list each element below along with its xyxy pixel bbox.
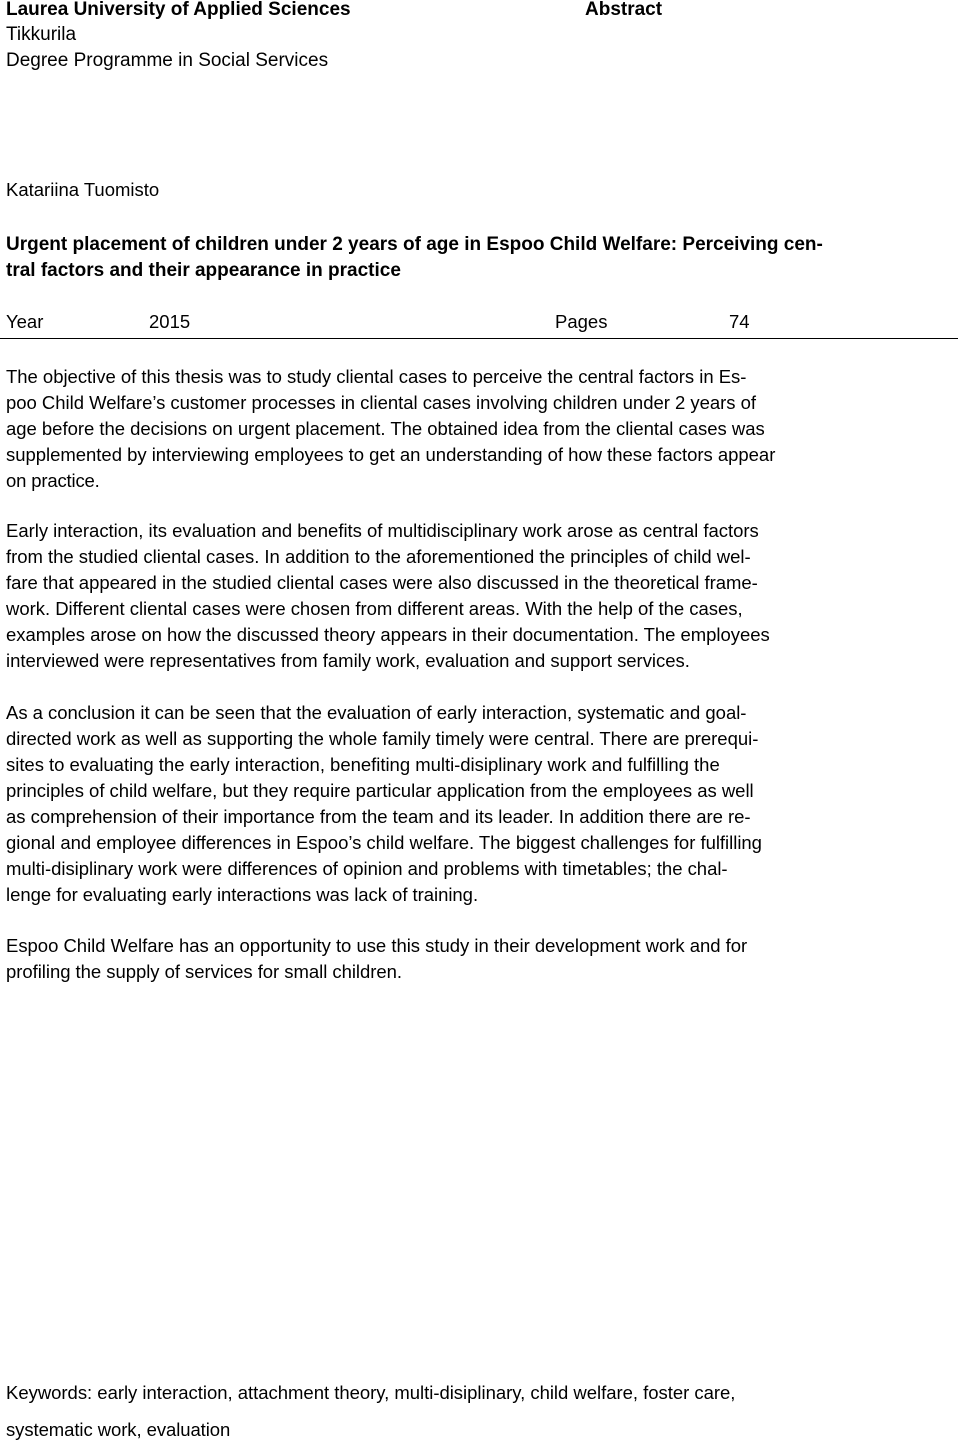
paragraph-line: As a conclusion it can be seen that the evaluation of early interaction, systematic and goal- [6, 702, 747, 723]
paragraph-line: multi-disiplinary work were differences of opinion and problems with timetables; the chal- [6, 858, 728, 879]
paragraph-line: fare that appeared in the studied cliental cases were also discussed in the theoretical frame- [6, 572, 758, 593]
paragraph-line: sites to evaluating the early interaction, benefiting multi-disiplinary work and fulfilling the [6, 754, 720, 775]
programme-name: Degree Programme in Social Services [6, 50, 329, 71]
paragraph-line: supplemented by interviewing employees to get an understanding of how these factors appear [6, 444, 776, 465]
thesis-title-line: tral factors and their appearance in practice [6, 260, 401, 281]
paragraph-line: gional and employee differences in Espoo’s child welfare. The biggest challenges for fulfilling [6, 832, 762, 853]
thesis-title-line: Urgent placement of children under 2 years of age in Espoo Child Welfare: Perceiving cen- [6, 234, 823, 255]
pages-value: 74 [729, 311, 750, 332]
paragraph-line: on practice. [6, 470, 100, 491]
paragraph-line: examples arose on how the discussed theory appears in their documentation. The employees [6, 624, 770, 645]
thesis-title [6, 231, 823, 283]
paragraph-line: work. Different cliental cases were chosen from different areas. With the help of the cases, [6, 598, 743, 619]
institution-name: Laurea University of Applied Sciences [6, 0, 351, 20]
paragraph-line: principles of child welfare, but they require particular application from the employees as well [6, 780, 754, 801]
paragraph-line: Espoo Child Welfare has an opportunity to use this study in their development work and for [6, 935, 748, 956]
paragraph-line: profiling the supply of services for small children. [6, 961, 402, 982]
paragraph-line: from the studied cliental cases. In addition to the aforementioned the principles of child wel- [6, 546, 751, 567]
paragraph-line: poo Child Welfare’s customer processes in cliental cases involving children under 2 years of [6, 392, 757, 413]
abstract-paragraph-4 [6, 933, 956, 985]
abstract-paragraph-2 [6, 518, 956, 674]
abstract-paragraph-3 [6, 700, 956, 908]
paragraph-line: as comprehension of their importance from the team and its leader. In addition there are re- [6, 806, 751, 827]
document-type: Abstract [585, 0, 663, 20]
paragraph-line: age before the decisions on urgent placement. The obtained idea from the cliental cases was [6, 418, 765, 439]
keywords-line: systematic work, evaluation [6, 1419, 231, 1440]
keywords-line: Keywords: early interaction, attachment theory, multi-disiplinary, child welfare, foster care, [6, 1382, 736, 1403]
meta-divider [0, 338, 958, 339]
keywords [6, 1374, 956, 1440]
paragraph-line: interviewed were representatives from family work, evaluation and support services. [6, 650, 690, 671]
paragraph-line: The objective of this thesis was to study cliental cases to perceive the central factors in Es- [6, 366, 747, 387]
pages-label: Pages [555, 311, 608, 332]
year-label: Year [6, 311, 44, 332]
paragraph-line: Early interaction, its evaluation and benefits of multidisciplinary work arose as central factors [6, 520, 759, 541]
campus-name: Tikkurila [6, 24, 77, 45]
year-value: 2015 [149, 311, 191, 332]
paragraph-line: directed work as well as supporting the whole family timely were central. There are prerequi- [6, 728, 759, 749]
abstract-paragraph-1 [6, 364, 956, 494]
author-name: Katariina Tuomisto [6, 179, 160, 200]
paragraph-line: lenge for evaluating early interactions was lack of training. [6, 884, 479, 905]
